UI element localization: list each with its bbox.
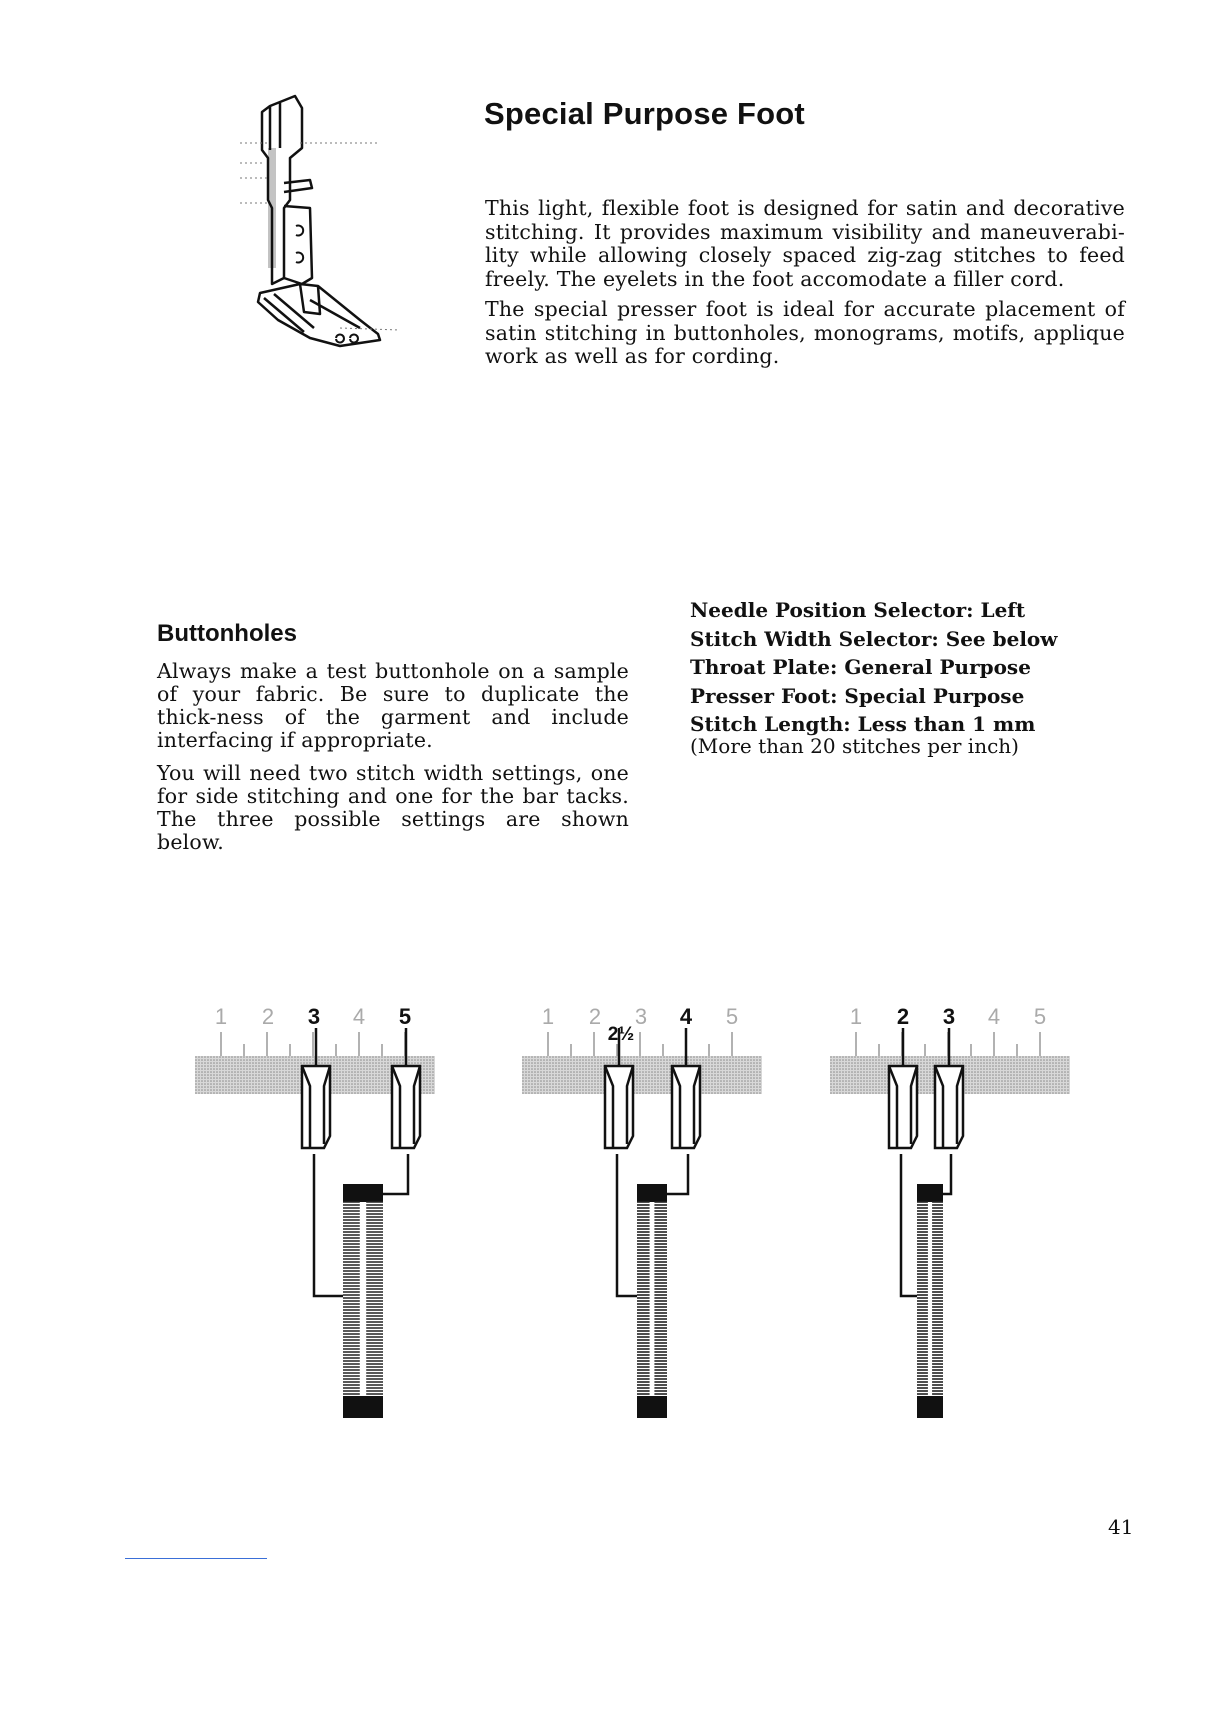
- dial-number-4: 4: [679, 1004, 693, 1029]
- bar-tack-pointer: [392, 1028, 420, 1148]
- footer-rule: [125, 1558, 267, 1559]
- dial-number-4: 4: [987, 1004, 1001, 1029]
- side-stitch-pointer: [302, 1028, 330, 1148]
- buttonhole-stitch-sample: [343, 1184, 383, 1418]
- width-dial-drawing: [830, 996, 1070, 1716]
- buttonholes-title: Buttonholes: [157, 620, 297, 647]
- dial-number-1: 1: [214, 1004, 228, 1029]
- needle-position-setting: Needle Position Selector: Left: [690, 598, 1026, 622]
- stitch-length-setting: Stitch Length: Less than 1 mm: [690, 712, 1036, 736]
- dial-half-mark: 2½: [607, 1024, 635, 1045]
- bar-tack-pointer: [935, 1028, 963, 1148]
- machine-settings: [690, 596, 1110, 757]
- dial-number-3: 3: [634, 1004, 648, 1029]
- connector-lines: [314, 1154, 408, 1296]
- dial-number-2: 2: [261, 1004, 275, 1029]
- dial-ticks: [221, 1032, 405, 1056]
- width-dial-setting-3: [830, 996, 1070, 1716]
- buttonhole-stitch-sample: [917, 1184, 943, 1418]
- special-purpose-foot-paragraph-2: The special presser foot is ideal for accurate placement of satin stitching in buttonholes, monograms, motifs, applique work as well as for cording.: [485, 297, 1125, 368]
- dial-number-2: 2: [896, 1004, 910, 1029]
- dial-band: [522, 1056, 762, 1094]
- special-purpose-foot-paragraph-1: This light, flexible foot is designed for satin and decorative stitching. It provides maximum visibility and maneuverabi-lity while allowing closely spaced zig-zag stitches to feed freely. The eyelets in the foot accomodate a filler cord.: [485, 196, 1125, 291]
- dial-number-5: 5: [725, 1004, 739, 1029]
- dial-number-1: 1: [849, 1004, 863, 1029]
- presser-foot-setting: Presser Foot: Special Purpose: [690, 683, 1025, 708]
- stitch-width-setting: Stitch Width Selector: See below: [690, 626, 1058, 651]
- dial-ticks: [548, 1032, 732, 1056]
- dial-number-2: 2: [588, 1004, 602, 1029]
- width-dial-drawing: [195, 996, 435, 1716]
- dial-number-3: 3: [307, 1004, 321, 1029]
- buttonhole-stitch-sample: [637, 1184, 667, 1418]
- throat-plate-setting: Throat Plate: General Purpose: [690, 655, 1031, 679]
- dial-number-3: 3: [942, 1004, 956, 1029]
- buttonholes-paragraph-1: Always make a test buttonhole on a sample of your fabric. Be sure to duplicate the thick-ness of the garment and include interfacing if appropriate.: [157, 659, 629, 752]
- special-purpose-foot-illustration: [240, 88, 400, 378]
- page-number: 41: [1108, 1515, 1134, 1539]
- dial-number-1: 1: [541, 1004, 555, 1029]
- width-dial-drawing: [522, 996, 762, 1716]
- dial-number-5: 5: [1033, 1004, 1047, 1029]
- dial-number-5: 5: [398, 1004, 412, 1029]
- side-stitch-pointer: [605, 1028, 633, 1148]
- width-dial-setting-1: [195, 996, 435, 1716]
- special-purpose-foot-title: Special Purpose Foot: [484, 96, 805, 131]
- dial-number-4: 4: [352, 1004, 366, 1029]
- side-stitch-pointer: [889, 1028, 917, 1148]
- width-dial-setting-2: [522, 996, 762, 1716]
- stitch-length-note: (More than 20 stitches per inch): [690, 733, 1019, 758]
- bar-tack-pointer: [672, 1028, 700, 1148]
- connector-lines: [617, 1154, 688, 1296]
- buttonholes-paragraph-2: You will need two stitch width settings, one for side stitching and one for the bar tacks. The three possible settings are shown below.: [157, 761, 629, 854]
